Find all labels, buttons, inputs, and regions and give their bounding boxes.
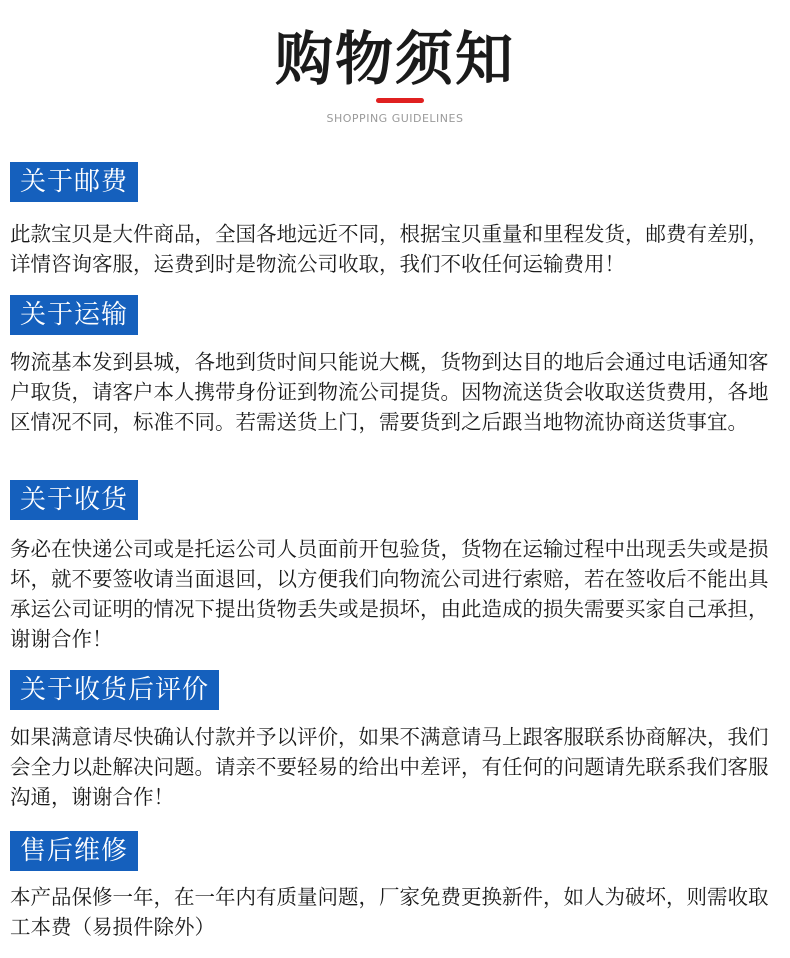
section-heading-receiving: 关于收货 — [10, 480, 138, 520]
section-body-review: 如果满意请尽快确认付款并予以评价，如果不满意请马上跟客服联系协商解决，我们会全力以赴解决问题。请亲不要轻易的给出中差评，有任何的问题请先联系我们客服沟通，谢谢合作！ — [10, 725, 769, 809]
section-heading-after-sales: 售后维修 — [10, 831, 138, 871]
section-body-shipping: 物流基本发到县城，各地到货时间只能说大概，货物到达目的地后会通过电话通知客户取货，请客户本人携带身份证到物流公司提货。因物流送货会收取送货费用，各地区情况不同，标准不同。若需送货上门，需要货到之后跟当地物流协商送货事宜。 — [10, 350, 769, 434]
section-heading-shipping: 关于运输 — [10, 295, 138, 335]
page-title: 购物须知 — [274, 25, 515, 93]
section-heading-postage: 关于邮费 — [10, 162, 138, 202]
title-underline — [376, 98, 424, 103]
page-subtitle: SHOPPING GUIDELINES — [326, 112, 464, 125]
section-body-after-sales: 本产品保修一年，在一年内有质量问题，厂家免费更换新件，如人为破坏，则需收取工本费（易损件除外） — [10, 885, 769, 939]
section-body-postage: 此款宝贝是大件商品，全国各地远近不同，根据宝贝重量和里程发货，邮费有差别，详情咨询客服，运费到时是物流公司收取，我们不收任何运输费用！ — [10, 222, 769, 276]
section-heading-review: 关于收货后评价 — [10, 670, 219, 710]
section-body-receiving: 务必在快递公司或是托运公司人员面前开包验货，货物在运输过程中出现丢失或是损坏，就不要签收请当面退回，以方便我们向物流公司进行索赔，若在签收后不能出具承运公司证明的情况下提出货物丢失或是损坏，由此造成的损失需要买家自己承担，谢谢合作！ — [10, 537, 769, 651]
